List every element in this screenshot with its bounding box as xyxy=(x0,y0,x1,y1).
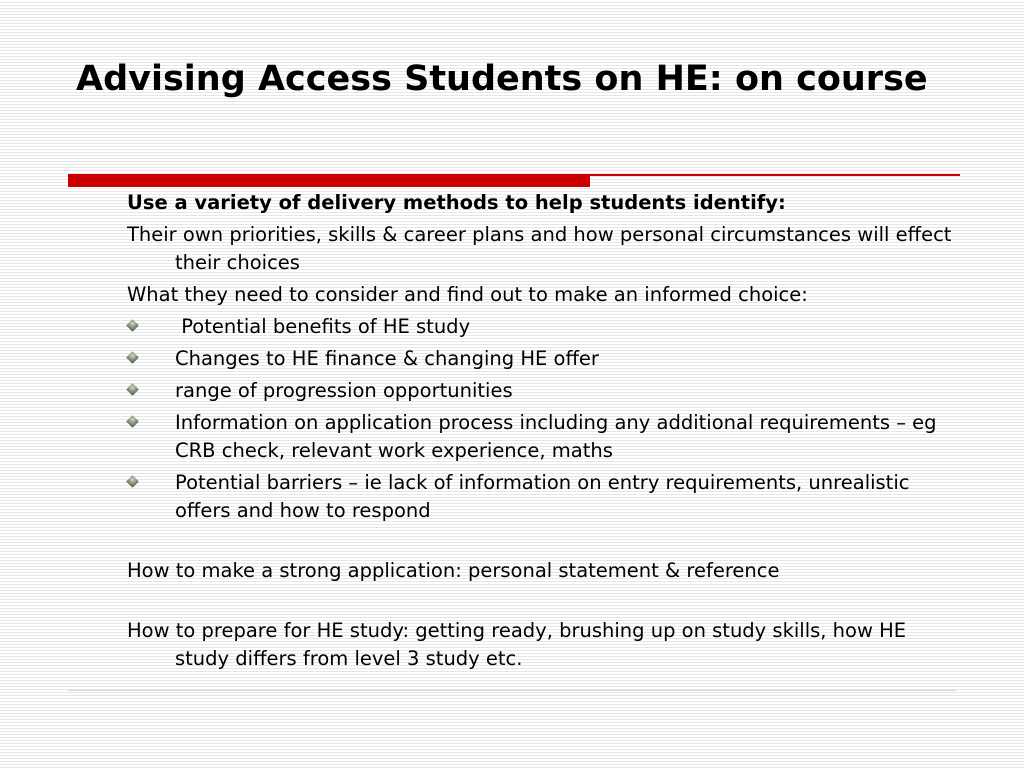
body-heading: Use a variety of delivery methods to help students identify: xyxy=(127,191,786,214)
bullet-text: Potential barriers – ie lack of information on entry requirements, unrealistic offers and how to respond xyxy=(175,471,910,522)
body-paragraph: What they need to consider and find out to make an informed choice: xyxy=(127,283,808,306)
bullet-text: Information on application process including any additional requirements – eg CRB check, relevant work experience, maths xyxy=(175,411,937,462)
title-rule-thin-line xyxy=(590,174,960,176)
bullet-item xyxy=(127,469,957,525)
title-rule-red-bar xyxy=(68,174,590,187)
body-paragraph: Their own priorities, skills & career plans and how personal circumstances will effect their choices xyxy=(127,223,952,274)
bullet-text: Changes to HE finance & changing HE offer xyxy=(175,347,599,370)
diamond-bullet-icon xyxy=(126,383,139,396)
diamond-bullet-icon xyxy=(126,475,139,488)
bullet-text: Potential benefits of HE study xyxy=(175,315,471,338)
diamond-bullet-icon xyxy=(126,415,139,428)
bullet-item xyxy=(127,409,957,465)
diamond-bullet-icon xyxy=(126,319,139,332)
bullet-text: range of progression opportunities xyxy=(175,379,513,402)
title-rule xyxy=(68,174,960,187)
slide-body xyxy=(127,189,957,677)
slide-title: Advising Access Students on HE: on course xyxy=(76,59,928,99)
diamond-bullet-icon xyxy=(126,351,139,364)
bullet-item xyxy=(127,345,957,373)
bottom-rule xyxy=(68,690,956,691)
body-paragraph: How to make a strong application: personal statement & reference xyxy=(127,559,780,582)
bullet-item xyxy=(127,313,957,341)
bullet-item xyxy=(127,377,957,405)
bullet-list xyxy=(127,313,957,525)
body-paragraph: How to prepare for HE study: getting ready, brushing up on study skills, how HE study differs from level 3 study etc. xyxy=(127,619,907,670)
